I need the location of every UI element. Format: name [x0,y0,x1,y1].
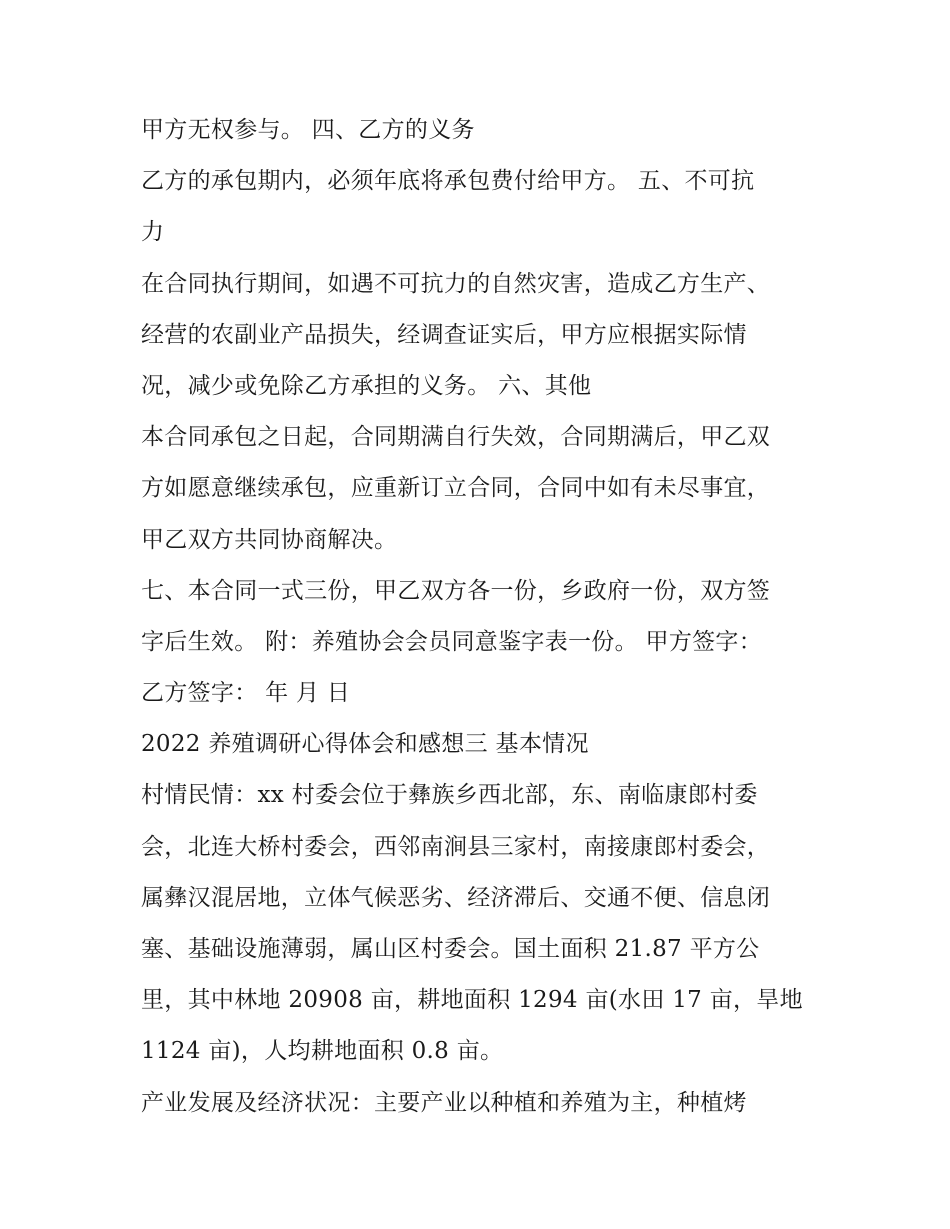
text-line: 乙方的承包期内，必须年底将承包费付给甲方。 五、不可抗 [141,168,755,195]
text-line: 村情民情：xx 村委会位于彝族乡西北部，东、南临康郎村委 [141,782,758,809]
document-body [141,108,821,1132]
text-line: 况，减少或免除乙方承担的义务。 六、其他 [141,372,592,399]
text-line: 方如愿意继续承包，应重新订立合同，合同中如有未尽事宜， [141,475,771,502]
text-line: 1124 亩)，人均耕地面积 0.8 亩。 [141,1038,504,1065]
text-line: 里，其中林地 20908 亩，耕地面积 1294 亩(水田 17 亩，旱地 [141,987,803,1014]
text-line: 经营的农副业产品损失，经调查证实后，甲方应根据实际情 [141,321,747,348]
text-line: 字后生效。 附：养殖协会会员同意鉴字表一份。 甲方签字： [141,628,763,655]
text-line: 甲乙双方共同协商解决。 [141,526,398,553]
text-line: 在合同执行期间，如遇不可抗力的自然灾害，造成乙方生产、 [141,270,771,297]
text-line: 七、本合同一式三份，甲乙双方各一份，乡政府一份，双方签 [141,577,771,604]
text-line: 塞、基础设施薄弱，属山区村委会。国土面积 21.87 平方公 [141,936,760,962]
text-line: 本合同承包之日起，合同期满自行失效，合同期满后，甲乙双 [141,424,771,451]
text-line: 会，北连大桥村委会，西邻南涧县三家村，南接康郎村委会， [141,833,771,860]
text-line: 甲方无权参与。 四、乙方的义务 [141,117,475,143]
text-line: 力 [141,219,165,246]
text-line: 乙方签字： 年 月 日 [141,680,351,707]
section-heading: 2022 养殖调研心得体会和感想三 基本情况 [141,731,589,758]
text-line: 产业发展及经济状况：主要产业以种植和养殖为主，种植烤 [141,1089,747,1116]
text-line: 属彝汉混居地，立体气候恶劣、经济滞后、交通不便、信息闭 [141,884,771,911]
